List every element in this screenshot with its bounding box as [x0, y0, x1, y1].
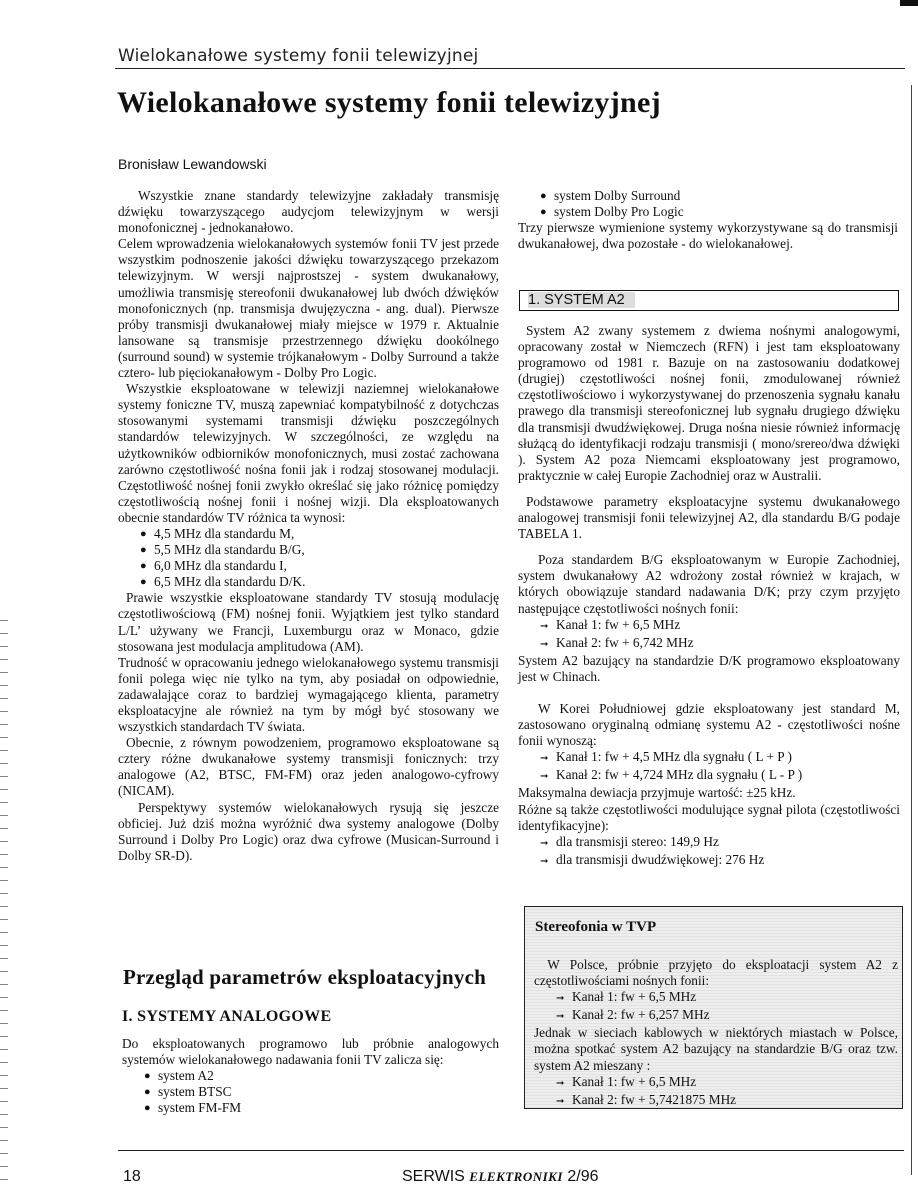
list-item: ● system Dolby Pro Logic — [518, 204, 898, 220]
arrow-icon: ➞ — [556, 1011, 565, 1023]
paragraph: Perspektywy systemów wielokanałowych rysują się jeszcze obficiej. Już dziś można wyróżnić dwa systemy analogowe (Dolby Surround i Dolby Pro Logic) oraz dwa cyfrowe (Musican-Surround i Dolby SR-D). — [118, 799, 499, 863]
footer-rule — [118, 1150, 904, 1151]
section-title: 1. SYSTEM A2 — [528, 292, 635, 308]
list-item: ➞ Kanał 2: fw + 4,724 MHz dla sygnału ( L - P ) — [518, 767, 900, 785]
paragraph: System A2 bazujący na standardzie D/K programowo eksploatowany jest w Chinach. — [518, 652, 900, 684]
list-item: ● 4,5 MHz dla standardu M, — [118, 526, 499, 542]
arrow-icon: ➞ — [540, 638, 549, 650]
arrow-icon: ➞ — [540, 753, 549, 765]
right-column — [518, 323, 900, 870]
paragraph: Trudność w opracowaniu jednego wielokanałowego systemu transmisji fonii polega więc nie tylko na tym, aby posiadał on odpowiednie, zadawalające coraz to bardziej wymagającego klienta, parametry eksploatacyjne ale również na tym by mógł być stosowany we wszystkich standardach TV świata. — [118, 654, 499, 735]
system-list-continued — [518, 188, 898, 220]
paragraph: Podstawowe parametry eksploatacyjne systemu dwukanałowego analogowej transmisji fonii telewizyjnej A2, dla standardu B/G podaje TABELA 1. — [518, 493, 900, 542]
list-item: ● system FM-FM — [122, 1100, 499, 1116]
pilot-list — [518, 834, 900, 870]
list-item: ➞ Kanał 1: fw + 6,5 MHz — [534, 1074, 898, 1092]
sidebox-list-2 — [534, 1074, 898, 1110]
arrow-icon: ➞ — [540, 620, 549, 632]
paragraph: Wszystkie znane standardy telewizyjne zakładały transmisję dźwięku towarzyszącego audycjom telewizyjnym w wersji monofonicznej - jednokanałowo. — [118, 188, 499, 236]
journal-footer: SERWIS ELEKTRONIKI 2/96 — [402, 1168, 599, 1185]
list-item: ➞ Kanał 1: fw + 4,5 MHz dla sygnału ( L + P ) — [518, 749, 900, 767]
list-item: ➞ dla transmisji stereo: 149,9 Hz — [518, 834, 900, 852]
sidebox-list-1 — [534, 989, 898, 1025]
journal-name: ELEKTRONIKI — [469, 1169, 563, 1184]
sidebox-body — [534, 957, 898, 1110]
list-item: ● 6,0 MHz dla standardu I, — [118, 558, 499, 574]
sidebox-title: Stereofonia w TVP — [535, 919, 657, 935]
paragraph: W Polsce, próbnie przyjęto do eksploatacji system A2 z częstotliwościami nośnych fonii: — [534, 957, 898, 989]
section-heading: Przegląd parametrów eksploatacyjnych — [123, 965, 486, 989]
sidebar-box-stereo-tvp — [524, 906, 903, 1109]
list-item: ● system BTSC — [122, 1084, 499, 1100]
arrow-icon: ➞ — [556, 1095, 565, 1107]
scan-edge-left — [0, 620, 8, 1191]
paragraph: W Korei Południowej gdzie eksploatowany jest standard M, zastosowano oryginalną odmianę systemu A2 - częstotliwości nośne fonii wynoszą: — [518, 700, 900, 749]
list-item: ● system A2 — [122, 1068, 499, 1084]
list-item: ➞ Kanał 2: fw + 6,742 MHz — [518, 635, 900, 653]
arrow-icon: ➞ — [540, 771, 549, 783]
list-item: ➞ Kanał 1: fw + 6,5 MHz — [534, 989, 898, 1007]
article-author: Bronisław Lewandowski — [118, 156, 267, 172]
paragraph: Różne są także częstotliwości modulujące sygnał pilota (częstotliwości identyfikacyjne): — [518, 801, 900, 833]
paragraph: Obecnie, z równym powodzeniem, programowo eksploatowane są cztery różne dwukanałowe systemy transmisji fonicznych: trzy analogowe (A2, BTSC, FM-FM) oraz jeden analogowo-cyfrowy (NICAM). — [118, 735, 499, 799]
page-number: 18 — [123, 1168, 141, 1185]
paragraph: Maksymalna dewiacja przyjmuje wartość: ±25 kHz. — [518, 785, 796, 801]
paragraph: System A2 zwany systemem z dwiema nośnymi analogowymi, opracowany został w Niemczech (RFN) i jest tam eksploatowany programowo od 1981 r. Bazuje on na zastosowaniu dodatkowej (drugiej) częstotliwości nośnej fonii, zmodulowanej również częstotliwościowo i wykorzystywanej do przenoszenia sygnału kanału prawego dla transmisji stereofonicznej lub sygnału drugiego dźwięku dla transmisji dwudźwiękowej. Druga nośna niesie również informację służącą do identyfikacji rodzaju transmisji ( mono/srereo/dwa dźwięki ). System A2 poza Niemcami eksploatowany jest programowo, praktycznie w całej Europie Zachodniej oraz w Australii. — [518, 323, 900, 483]
section-title-box — [519, 290, 899, 311]
paragraph: Do eksploatowanych programowo lub próbnie analogowych systemów wielokanałowego nadawania fonii TV zalicza się: — [122, 1036, 499, 1068]
subsection-heading: I. SYSTEMY ANALOGOWE — [122, 1008, 332, 1025]
dk-frequency-list — [518, 617, 900, 653]
paragraph: Celem wprowadzenia wielokanałowych systemów fonii TV jest przede wszystkim podnoszenie jakości dźwięku towarzyszącego przekazom telewizyjnym. W wersji najprostszej - system dwukanałowy, umożliwia transmisję stereofonii dwukanałowej lub dwóch dźwięków monofonicznych (np. transmisja dwujęzyczna - ang. dual). Pierwsze próby transmisji dwukanałowej miały miejsce w 1979 r. Aktualnie lansowane są transmisje przestrzennego dźwięku dookólnego (surround sound) w systemie trójkanałowym - Dolby Surround a także cztero- lub pięciokanałowym - Dolby Pro Logic. — [118, 236, 499, 381]
system-list — [122, 1068, 499, 1116]
paragraph: Jednak w sieciach kablowych w niektórych miastach w Polsce, można spotkać system A2 bazujący na standardzie B/G oraz tzw. system A2 mieszany : — [534, 1025, 898, 1073]
list-item: ● 6,5 MHz dla standardu D/K. — [118, 574, 499, 590]
list-item: ➞ Kanał 2: fw + 6,257 MHz — [534, 1007, 898, 1025]
article-title: Wielokanałowe systemy fonii telewizyjnej — [117, 86, 661, 119]
arrow-icon: ➞ — [540, 837, 549, 849]
running-header: Wielokanałowe systemy fonii telewizyjnej — [118, 46, 479, 66]
m-frequency-list — [518, 749, 900, 785]
paragraph: Wszystkie eksploatowane w telewizji naziemnej wielokanałowe systemy foniczne TV, muszą zapewniać kompatybilność z dotychczas stosowanymi systemami transmisji dźwięku poszczególnych standardów telewizyjnych. W szczególności, ze względu na użytkowników odbiorników monofonicznych, musi zostać zachowana zarówno częstotliwość nośna fonii jak i rodzaj stosowanej modulacji. Częstotliwość nośnej fonii zwykło określać się jako różnicę pomiędzy częstotliwością nośnej fonii i nośnej wizji. Dla eksploatowanych obecnie standardów TV różnica ta wynosi: — [118, 381, 499, 525]
header-rule — [115, 68, 905, 69]
list-item: ● system Dolby Surround — [518, 188, 898, 204]
arrow-icon: ➞ — [540, 855, 549, 867]
list-item: ➞ dla transmisji dwudźwiękowej: 276 Hz — [518, 852, 900, 870]
list-item: ➞ Kanał 1: fw + 6,5 MHz — [518, 617, 900, 635]
right-column-top — [518, 188, 898, 252]
scan-mark-top — [900, 0, 918, 6]
paragraph: Trzy pierwsze wymienione systemy wykorzystywane są do transmisji dwukanałowej, dwa pozostałe - do wielokanałowej. — [518, 220, 898, 252]
left-column-bottom — [122, 1036, 499, 1116]
list-item: ● 5,5 MHz dla standardu B/G, — [118, 542, 499, 558]
arrow-icon: ➞ — [556, 993, 565, 1005]
paragraph: Poza standardem B/G eksploatowanym w Europie Zachodniej, system dwukanałowy A2 wdrożony został również w krajach, w których obowiązuje standard nadawania D/K; przy czym przyjęto następujące częstotliwości nośnych fonii: — [518, 552, 900, 616]
list-item: ➞ Kanał 2: fw + 5,7421875 MHz — [534, 1092, 898, 1110]
left-column — [118, 188, 499, 864]
frequency-list — [118, 526, 499, 590]
scan-edge-right — [911, 85, 918, 1175]
paragraph: Prawie wszystkie eksploatowane standardy TV stosują modulację częstotliwościową (FM) nośnej fonii. Wyjątkiem jest tylko standard L/L’ używany we Francji, Luxemburgu oraz w Monaco, gdzie stosowana jest modulacja amplitudowa (AM). — [118, 590, 499, 654]
arrow-icon: ➞ — [556, 1077, 565, 1089]
